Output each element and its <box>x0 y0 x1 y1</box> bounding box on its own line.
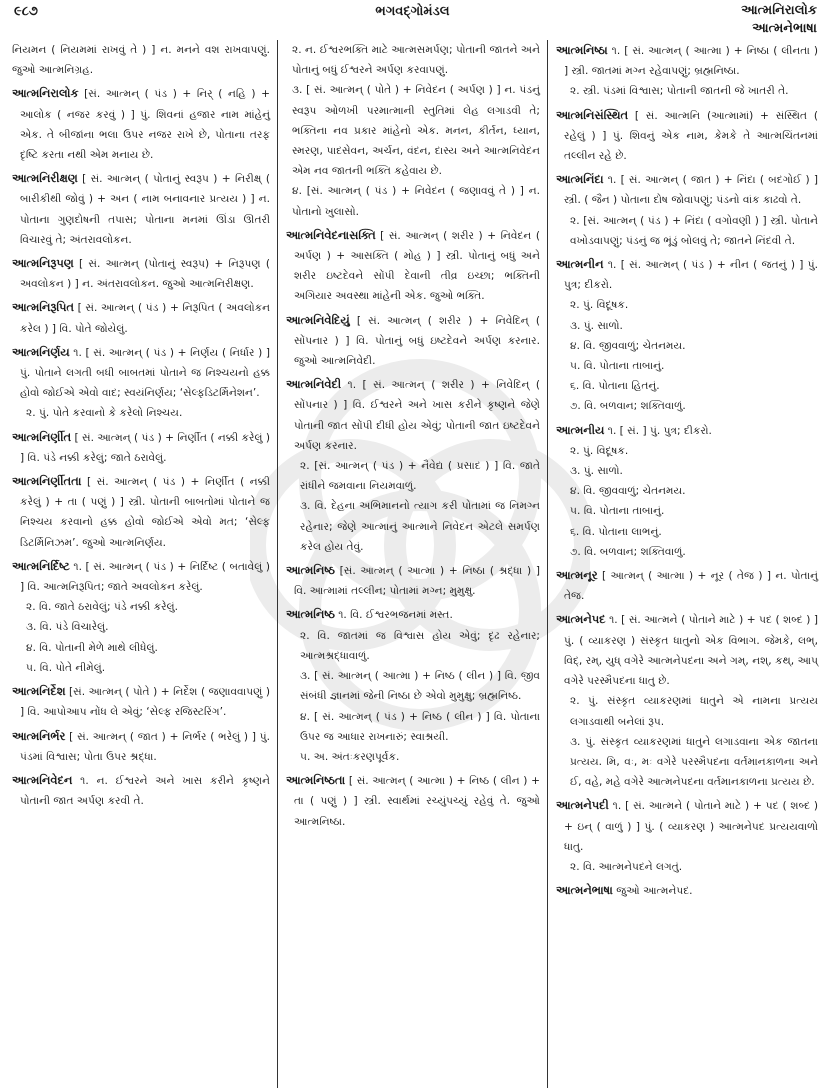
entry-sense: ૭. વિ. બળવાન; શક્તિવાળું. <box>570 545 686 558</box>
entry-sense: ૪. વિ. જીવવાળું; ચેતનમય. <box>570 339 686 352</box>
entry-sense: ૨. વિ. જાતમાં જ વિશ્વાસ હોય એવું; દૃઢ રહેનાર; આત્મશ્રદ્ધાવાળું. <box>300 629 540 662</box>
entry-headword: આત્મનેભાષા <box>556 883 613 898</box>
entry-definition: [સં. આત્મન્ ( પોતે ) + નિર્દેશ ( જણાવવાપણું ) ] વિ. આપોઆપ નોંધ લે એવું; ‘સેલ્ફ રજિસ્ટરિંગ’. <box>20 686 270 719</box>
entry-definition: ૧. વિ. ઈશ્વરભજનમાં મસ્ત. <box>338 609 453 622</box>
dictionary-entry <box>286 374 540 557</box>
entry-sense: ૫. વિ. પોતાના તાબાનું. <box>570 360 665 373</box>
dictionary-entry <box>12 253 270 294</box>
entry-definition: ૧. [ સં. આત્મન્ ( આત્મા ) + નિષ્ઠા ( લીનતા ) ] સ્ત્રી. જાતમાં મગ્ન રહેવાપણું; બ્રહ્મનિષ્ઠા. <box>564 45 819 78</box>
entry-headword: આત્મનિષ્ઠતા <box>286 773 346 788</box>
entry-definition: [ સં. આત્મન્ ( પંડ ) + નિર્ણીત ( નક્કી કરેલું ) ] વિ. પંડે નક્કી કરેલું; જાતે ઠરાવેલું. <box>20 431 270 464</box>
entry-headword: આત્મનિર્ણીત <box>12 429 72 444</box>
entry-definition: ૧. [ સં. આત્મન્ ( જાત ) + નિંદા ( બદગોઈ ) ] સ્ત્રી. ( જૈન ) પોતાના દોષ જોવાપણું; પંડનો વાંક કાઢવો તે. <box>564 174 818 207</box>
entry-headword: આત્મનિસંસ્થિત <box>556 107 629 122</box>
entry-sense: ૩. પું. સાળો. <box>570 465 623 478</box>
entry-sense: ૨. [સં. આત્મન્ ( પંડ ) + નૈવેદ્ય ( પ્રસાદ ) ] વિ. જાતે રાંધીને જમવાના નિયમવાળું. <box>300 460 540 493</box>
entry-definition: [ સં. આત્મનિ (આત્મામાં) + સંસ્થિત ( રહેલું ) ] પું. શિવનું એક નામ, કેમકે તે આત્મચિંતનમાં તલ્લીન રહે છે. <box>564 109 818 163</box>
entry-headword: આત્મનિષ્ઠ <box>286 607 335 622</box>
dictionary-entry <box>286 560 540 601</box>
dictionary-entry <box>556 565 818 606</box>
entry-headword: આત્મનિરૂપણ <box>12 256 74 271</box>
entry-definition: [ સં. આત્મન્ ( શરીર ) + નિવેદિન્ ( સોંપનાર ) ] વિ. પોતાનું બધું ઇષ્ટદેવને અર્પણ કરનાર. જુઓ આત્મનિવેદી. <box>294 314 540 368</box>
entry-sense: ૨. પું. સંસ્કૃત વ્યાકરણમાં ધાતુને એ નામના પ્રત્યય લગાડવાથી બનેલાં રૂપ. <box>570 695 818 728</box>
entry-definition: [સં. આત્મન્ ( પંડ ) + નિર્ ( નહિ ) + આલોક ( નજર કરવું ) ] પું. શિવનાં હજાર નામ માંહેનું એક. તે બીજાંના ભલા ઉપર નજર રાખે છે, પોતાના તરફ દૃષ્ટિ કરતા નથી એમ મનાય છે. <box>20 88 270 162</box>
entry-sense: ૪. વિ. પોતાની મેળે માથે લીધેલું. <box>26 641 158 654</box>
entry-headword: આત્મનિવેદિયું <box>286 312 350 327</box>
column-1 <box>0 40 278 1088</box>
dictionary-entry <box>556 254 818 417</box>
entry-headword: આત્મનિરીક્ષણ <box>12 171 78 186</box>
entry-headword: આત્મનિંદા <box>556 172 604 187</box>
entry-sense: ૨. વિ. જાતે ઠરાવેલું; પંડે નક્કી કરેલું. <box>26 601 178 614</box>
entry-sense: ૩. [ સં. આત્મન્ ( આત્મા ) + નિષ્ઠ ( લીન ) ] વિ. જીવ સંબંધી જ્ઞાનમાં જેની નિષ્ઠા છે એવો મુમુક્ષુ; બ્રહ્મનિષ્ઠ. <box>300 670 540 703</box>
entry-sense: ૨. ન. ઈશ્વરભક્તિ માટે આત્મસમર્પણ; પોતાની જાતને અને પોતાનું બધું ઈશ્વરને અર્પણ કરવાપણું. <box>292 44 540 77</box>
entry-sense: ૬. વિ. પોતાના હિતનું. <box>570 380 660 393</box>
entry-sense: ૭. વિ. બળવાન; શક્તિવાળું. <box>570 400 686 413</box>
entry-sense: ૩. વિ. પંડે વિચારેલું. <box>26 621 109 634</box>
entry-definition: [ સં. આત્મન્ ( શરીર ) + નિવેદન ( અર્પણ ) + આસક્તિ ( મોહ ) ] સ્ત્રી. પોતાનું બધું અને શરીર ઇષ્ટદેવને સોંપી દેવાની તીવ્ર ઇચ્છા; ભક્તિની અગિયાર અવસ્થા માંહેની એક. જુઓ ભક્તિ. <box>294 229 540 303</box>
entry-headword: આત્મનિરાલોક <box>12 86 79 101</box>
dictionary-entry <box>286 225 540 307</box>
dictionary-entry <box>12 83 270 165</box>
entry-sense: ૫. અ. અંતઃકરણપૂર્વક. <box>300 750 400 763</box>
dictionary-entry <box>556 105 818 167</box>
entry-definition: [ સં. આત્મન્ (પોતાનું સ્વરૂપ) + નિરૂપણ ( અવલોકન ) ] ન. અંતરાવલોકન. જુઓ આત્મનિરીક્ષણ. <box>20 258 270 291</box>
dictionary-entry <box>556 609 818 792</box>
entry-definition: [ સં. આત્મન્ ( જાત ) + નિર્ભર ( ભરેલું ) ] પું. પંડમાં વિશ્વાસ; પોતા ઉપર શ્રદ્ધા. <box>20 730 270 763</box>
dictionary-entry <box>556 169 818 251</box>
entry-headword: આત્મનૂર <box>556 568 598 583</box>
entry-definition: ૧. [ સં. ] પું. પુત્ર; દીકરો. <box>607 424 712 437</box>
entry-headword: આત્મનિર્ભર <box>12 728 66 743</box>
entry-headword: આત્મનિર્દિષ્ટ <box>12 558 70 573</box>
dictionary-entry <box>556 795 818 877</box>
entry-definition: ૧. [ સં. આત્મને ( પોતાને માટે ) + પદ ( શબ્દ ) ] પું. ( વ્યાકરણ ) સંસ્કૃત ધાતુનો એક વિભાગ. જેમકે, લભ્, વિદ્, રમ્, યુધ્ વગેરે આત્મનેપદના અને ગમ્, નશ્, કથ્, આપ્ વગેરે પરસ્મૈપદના ધાતુ છે. <box>564 614 818 688</box>
dictionary-entry <box>12 681 270 722</box>
dictionary-entry <box>12 342 270 424</box>
dictionary-entry <box>286 604 540 767</box>
entry-definition: નિયમન ( નિયમમાં રાખવું તે ) ] ન. મનને વશ રાખવાપણું. જુઓ આત્મનિગ્રહ. <box>12 44 270 77</box>
entry-sense: ૬. વિ. પોતાના લાભનું. <box>570 525 662 538</box>
dictionary-entry <box>12 427 270 468</box>
guide-word-last: આત્મનેભાષા <box>752 21 817 36</box>
entry-definition: ૧. [ સં. આત્મન્ ( પંડ ) + નીન ( જતનું ) ] પું. પુત્ર; દીકરો. <box>564 259 818 292</box>
dictionary-entry <box>12 168 270 250</box>
entry-sense: ૪. [ સં. આત્મન્ ( પંડ ) + નિષ્ઠ ( લીન ) ] વિ. પોતાના ઉપર જ આધાર રાખનારું; સ્વાશ્રયી. <box>300 710 540 743</box>
dictionary-entry <box>556 40 818 102</box>
dictionary-entry <box>286 310 540 372</box>
entry-headword: આત્મનિવેદી <box>286 377 342 392</box>
entry-definition: ૧. [ સં. આત્મન્ ( પંડ ) + નિર્ણય ( નિર્ધાર ) ] પું. પોતાને લગતી બધી બાબતમાં પોતાને જ નિશ્ચયનો હક્ક હોવો જોઈએ એવો વાદ; સ્વયંનિર્ણય; ‘સેલ્ફડિટર્મિનેશન’. <box>20 346 270 400</box>
entry-definition: ૧. [ સં. આત્મન્ ( પંડ ) + નિર્દિષ્ટ ( બતાવેલું ) ] વિ. આત્મનિરૂપિત; જાતે અવલોકન કરેલું. <box>20 560 270 594</box>
entry-headword: આત્મનિષ્ઠ <box>286 563 335 578</box>
entry-sense: ૩. વિ. દેહના અભિમાનનો ત્યાગ કરી પોતામાં જ નિમગ્ન રહેનાર; જેણે આત્માનું આત્માને નિવેદન એટલે સમર્પણ કરેલ હોય તેવું. <box>300 500 540 553</box>
entry-definition: ૧. [ સં. આત્મને ( પોતાને માટે ) + પદ ( શબ્દ ) + ઇન્ ( વાળું ) ] પું. ( વ્યાકરણ ) આત્મનેપદ પ્રત્યયવાળો ધાતુ. <box>564 800 818 853</box>
dictionary-columns <box>0 40 825 1088</box>
entry-sense: ૨. સ્ત્રી. પંડમાં વિશ્વાસ; પોતાની જાતની જે ખાતરી તે. <box>570 85 789 98</box>
entry-definition: ૧. [ સં. આત્મન્ ( શરીર ) + નિવેદિન્ ( સોંપનાર ) ] વિ. ઈશ્વરને અને ખાસ કરીને કૃષ્ણને જેણે પોતાની જાત સોંપી દીધી હોય એવું; પોતાની જાત ઇષ્ટદેવને અર્પણ કરનાર. <box>294 379 540 452</box>
entry-headword: આત્મનિર્દેશ <box>12 684 66 699</box>
dictionary-entry <box>286 770 540 832</box>
entry-sense: ૨. પું. વિદૂષક. <box>570 444 629 457</box>
page-header <box>0 0 825 44</box>
dictionary-entry <box>556 880 818 901</box>
column-2 <box>278 40 548 1088</box>
book-title: ભગવદ્ગોમંડલ <box>375 4 450 19</box>
entry-definition: જુઓ આત્મનેપદ. <box>616 885 693 898</box>
page-number: ૯૮૭ <box>14 4 38 19</box>
entry-sense: ૨. પું. વિદૂષક. <box>570 299 629 312</box>
entry-headword: આત્મનીય <box>556 422 605 437</box>
entry-headword: આત્મનેપદી <box>556 798 609 813</box>
entry-definition: [ સં. આત્મન્ ( આત્મા ) + નિષ્ઠ ( લીન ) + તા ( પણું ) ] સ્ત્રી. સ્વાર્થમાં રચ્યુંપચ્યું રહેવું તે. જુઓ આત્મનિષ્ઠા. <box>294 775 540 828</box>
entry-headword: આત્મનિરૂપિત <box>12 300 74 315</box>
entry-sense: ૨. [સં. આત્મન્ ( પંડ ) + નિંદા ( વગોવણી ) ] સ્ત્રી. પોતાને વખોડવાપણું; પંડનું જ ભૂંડું બોલવું તે; જાતને નિંદવી તે. <box>570 214 818 247</box>
dictionary-entry <box>12 40 270 80</box>
entry-definition: [ સં. આત્મન્ ( પંડ ) + નિર્ણીત ( નક્કી કરેલું ) + તા ( પણું ) ] સ્ત્રી. પોતાની બાબતોમાં પોતાને જ નિશ્ચય કરવાનો હક્ક હોવો જોઈએ એવો મત; ‘સેલ્ફ ડિટર્મિનિઝમ’. જુઓ આત્મનિર્ણય. <box>20 476 270 549</box>
entry-headword: આત્મનીન <box>556 257 604 272</box>
entry-definition: [ સં. આત્મન્ ( પોતાનું સ્વરૂપ ) + નિરીક્ષ્ ( બારીકીથી જોવું ) + અન ( નામ બનાવનાર પ્રત્યય ) ] ન. પોતાના ગુણદોષની તપાસ; પોતાના મનમાં ઊંડા ઊતરી વિચારવું તે; અંતરાવલોકન. <box>20 173 271 246</box>
guide-word-first: આત્મનિરાલોક <box>741 3 817 18</box>
entry-definition: ૧. ન. ઈશ્વરને અને ખાસ કરીને કૃષ્ણને પોતાની જાત અર્પણ કરવી તે. <box>20 774 270 808</box>
dictionary-entry <box>556 420 818 562</box>
entry-sense: ૨. વિ. આત્મનેપદને લગતું. <box>570 860 683 873</box>
entry-headword: આત્મનિર્ણય <box>12 344 70 359</box>
dictionary-entry <box>12 556 270 678</box>
entry-sense: ૩. [ સં. આત્મન્ ( પોતે ) + નિવેદન ( અર્પણ ) ] ન. પંડનું સ્વરૂપ ઓળખી પરમાત્માની સ્તુતિમાં લેહ લગાડવી તે; ભક્તિના નવ પ્રકાર માંહેનો એક. મનન, કીર્તન, ધ્યાન, સ્મરણ, પાદસેવન, અર્ચન, વંદન, દાસ્ય અને આત્મનિવેદન એમ નવ જાતની ભક્તિ કહેવાય છે. <box>292 84 540 178</box>
entry-headword: આત્મનિવેદન <box>12 772 73 787</box>
entry-sense: ૪. [સં. આત્મન્ ( પંડ ) + નિવેદન ( જણાવવું તે ) ] ન. પોતાનો ખુલાસો. <box>292 185 540 218</box>
entry-sense: ૫. વિ. પોતાના તાબાનું. <box>570 505 665 518</box>
entry-sense: ૪. વિ. જીવવાળું; ચેતનમય. <box>570 485 686 498</box>
dictionary-entry <box>12 770 270 811</box>
dictionary-entry <box>12 726 270 767</box>
entry-sense: ૨. પું. પોતે કરવાનો કે કરેલો નિશ્ચય. <box>26 407 183 420</box>
column-3 <box>548 40 825 1088</box>
entry-definition: [ આત્મન્ ( આત્મા ) + નૂર ( તેજ ) ] ન. પોતાનું તેજ. <box>564 570 819 603</box>
entry-headword: આત્મનિવેદનાસક્તિ <box>286 227 376 242</box>
entry-sense: ૫. વિ. પોતે નીમેલું. <box>26 661 106 674</box>
guide-words <box>741 2 817 38</box>
entry-sense: ૩. પું. સંસ્કૃત વ્યાકરણમાં ધાતુને લગાડવાના એક જાતના પ્રત્યય. મિ, વઃ, મઃ વગેરે પરસ્મૈપદના વર્તમાનકાળના અને ઈ, વહે, મહે વગેરે આત્મનેપદના વર્તમાનકાળના પ્રત્યય છે. <box>570 735 818 789</box>
entry-headword: આત્મનિષ્ઠા <box>556 43 608 57</box>
entry-sense: ૩. પું. સાળો. <box>570 319 623 332</box>
dictionary-entry <box>12 297 270 338</box>
entry-definition: [સં. આત્મન્ ( આત્મા ) + નિષ્ઠા ( શ્રદ્ધા ) ] વિ. આત્મામાં તલ્લીન; પોતામાં મગ્ન; મુમુક્ષુ. <box>294 565 540 598</box>
entry-definition: [ સં. આત્મન્ ( પંડ ) + નિરૂપિત ( અવલોકન કરેલ ) ] વિ. પોતે જોયેલું. <box>20 302 270 335</box>
entry-headword: આત્મનિર્ણીતતા <box>12 474 82 489</box>
dictionary-entry <box>286 40 540 222</box>
entry-headword: આત્મનેપદ <box>556 612 606 627</box>
dictionary-entry <box>12 471 270 553</box>
